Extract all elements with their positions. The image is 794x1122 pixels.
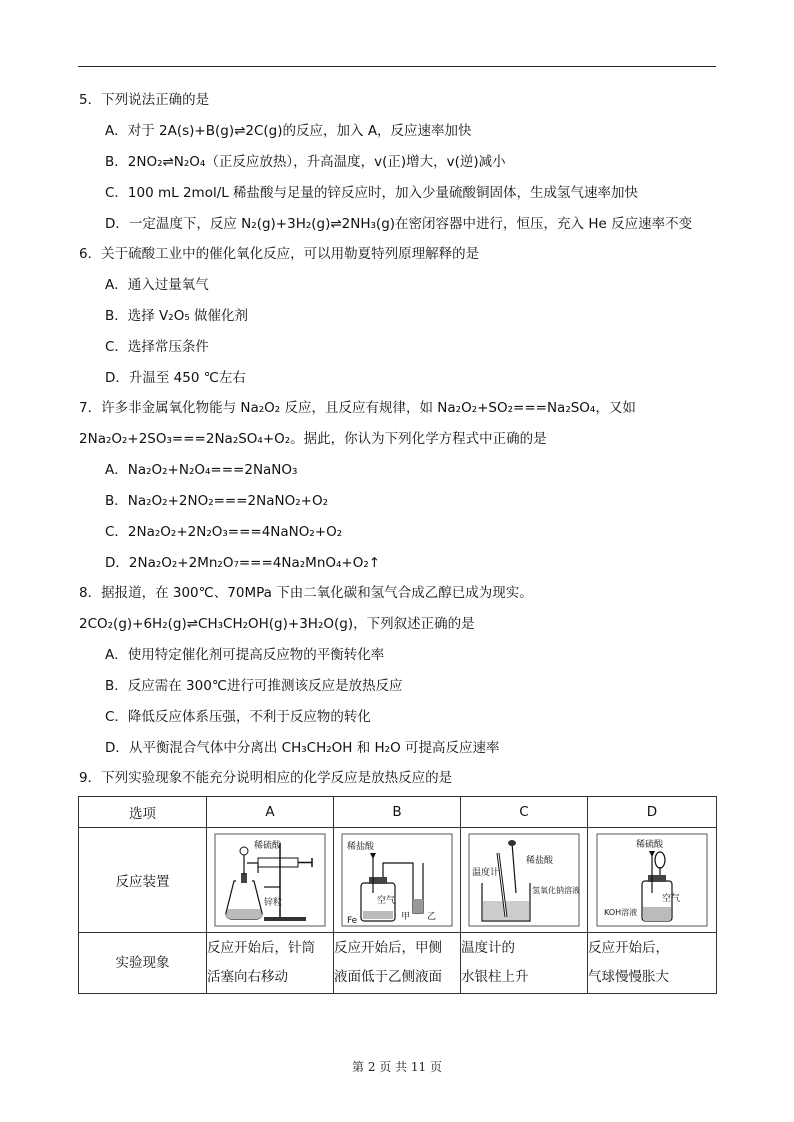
observation-c-line2: 水银柱上升 xyxy=(461,969,529,985)
q8-option-a: A．使用特定催化剂可提高反应物的平衡转化率 xyxy=(105,647,385,663)
apparatus-d-svg xyxy=(596,833,708,927)
apparatus-a-diagram xyxy=(214,833,326,927)
q6-option-a: A．通入过量氧气 xyxy=(105,277,209,293)
observation-d-line2: 气球慢慢胀大 xyxy=(588,969,669,985)
q5-option-a: A．对于 2A(s)+B(g)⇌2C(g)的反应，加入 A，反应速率加快 xyxy=(105,123,472,139)
apparatus-row-label: 反应装置 xyxy=(79,828,207,933)
observation-row-label: 实验现象 xyxy=(79,933,207,994)
apparatus-a-cell xyxy=(207,828,334,933)
q8-option-d: D．从平衡混合气体中分离出 CH₃CH₂OH 和 H₂O 可提高反应速率 xyxy=(105,740,500,756)
q6-option-d: D．升温至 450 ℃左右 xyxy=(105,370,246,386)
apparatus-c-cell xyxy=(461,828,588,933)
apparatus-a-label-acid: 稀硫酸 xyxy=(254,841,282,851)
observation-a-line1: 反应开始后，针筒 xyxy=(207,940,315,956)
observation-d-line1: 反应开始后， xyxy=(588,940,669,956)
apparatus-b-label-fe: Fe xyxy=(347,916,358,926)
observation-row xyxy=(79,933,717,994)
observation-c-line1: 温度计的 xyxy=(461,940,515,956)
header-c: C xyxy=(461,797,588,828)
observation-a xyxy=(207,933,334,994)
q5-stem: 5．下列说法正确的是 xyxy=(79,92,210,108)
apparatus-c-label-acid: 稀盐酸 xyxy=(526,856,554,866)
q8-stem-line1: 8．据报道，在 300℃、70MPa 下由二氧化碳和氢气合成乙醇已成为现实。 xyxy=(79,585,533,601)
observation-b-line2: 液面低于乙侧液面 xyxy=(334,969,442,985)
header-option: 选项 xyxy=(79,797,207,828)
q7-stem-line1: 7．许多非金属氧化物能与 Na₂O₂ 反应，且反应有规律，如 Na₂O₂+SO₂===Na₂SO₄，又如 xyxy=(79,400,636,416)
observation-c xyxy=(461,933,588,994)
q7-stem-line2: 2Na₂O₂+2SO₃===2Na₂SO₄+O₂。据此，你认为下列化学方程式中正确的是 xyxy=(79,431,547,447)
apparatus-b-label-jia: 甲 xyxy=(401,912,411,922)
observation-b xyxy=(334,933,461,994)
q6-option-b: B．选择 V₂O₅ 做催化剂 xyxy=(105,308,249,324)
q8-option-b: B．反应需在 300℃进行可推测该反应是放热反应 xyxy=(105,678,403,694)
header-a: A xyxy=(207,797,334,828)
apparatus-c-label-naoh: 氢氧化钠溶液 xyxy=(532,886,580,895)
experiment-table xyxy=(78,796,717,994)
header-b: B xyxy=(334,797,461,828)
apparatus-a-svg xyxy=(214,833,326,927)
apparatus-b-label-air: 空气 xyxy=(377,896,396,906)
apparatus-c-diagram xyxy=(468,833,580,927)
observation-b-line1: 反应开始后，甲侧 xyxy=(334,940,442,956)
apparatus-d-label-air: 空气 xyxy=(662,894,681,904)
q8-stem-line2: 2CO₂(g)+6H₂(g)⇌CH₃CH₂OH(g)+3H₂O(g)，下列叙述正确的是 xyxy=(79,616,475,632)
q7-option-c: C．2Na₂O₂+2N₂O₃===4NaNO₂+O₂ xyxy=(105,524,343,540)
q7-option-d: D．2Na₂O₂+2Mn₂O₇===4Na₂MnO₄+O₂↑ xyxy=(105,555,381,571)
q7-option-b: B．Na₂O₂+2NO₂===2NaNO₂+O₂ xyxy=(105,493,329,509)
apparatus-b-diagram xyxy=(341,833,453,927)
apparatus-b-label-acid: 稀盐酸 xyxy=(347,842,375,852)
q5-option-c: C．100 mL 2mol/L 稀盐酸与足量的锌反应时，加入少量硫酸铜固体，生成氢气速率加快 xyxy=(105,185,639,201)
q6-stem: 6．关于硫酸工业中的催化氧化反应，可以用勒夏特列原理解释的是 xyxy=(79,246,480,262)
observation-d xyxy=(588,933,717,994)
observation-a-line2: 活塞向右移动 xyxy=(207,969,288,985)
apparatus-b-label-yi: 乙 xyxy=(427,912,437,922)
q8-option-c: C．降低反应体系压强，不利于反应物的转化 xyxy=(105,709,371,725)
apparatus-c-svg xyxy=(468,833,580,927)
header-d: D xyxy=(588,797,717,828)
apparatus-c-label-thermometer: 温度计 xyxy=(472,868,500,878)
apparatus-row xyxy=(79,828,717,933)
apparatus-d-cell xyxy=(588,828,717,933)
apparatus-d-label-koh: KOH溶液 xyxy=(604,908,638,917)
apparatus-b-cell xyxy=(334,828,461,933)
apparatus-d-diagram xyxy=(596,833,708,927)
table-header-row xyxy=(79,797,717,828)
q9-stem: 9．下列实验现象不能充分说明相应的化学反应是放热反应的是 xyxy=(79,770,453,786)
apparatus-a-label-zinc: 锌粒 xyxy=(264,898,283,908)
page-footer: 第 2 页 共 11 页 xyxy=(352,1060,442,1074)
q5-option-b: B．2NO₂⇌N₂O₄（正反应放热），升高温度，v(正)增大，v(逆)减小 xyxy=(105,154,506,170)
apparatus-d-label-acid: 稀硫酸 xyxy=(636,840,664,850)
apparatus-b-svg xyxy=(341,833,453,927)
header-rule xyxy=(78,66,716,67)
q7-option-a: A．Na₂O₂+N₂O₄===2NaNO₃ xyxy=(105,462,298,478)
q6-option-c: C．选择常压条件 xyxy=(105,339,209,355)
q5-option-d: D．一定温度下，反应 N₂(g)+3H₂(g)⇌2NH₃(g)在密闭容器中进行，恒压，充入 He 反应速率不变 xyxy=(105,216,693,232)
